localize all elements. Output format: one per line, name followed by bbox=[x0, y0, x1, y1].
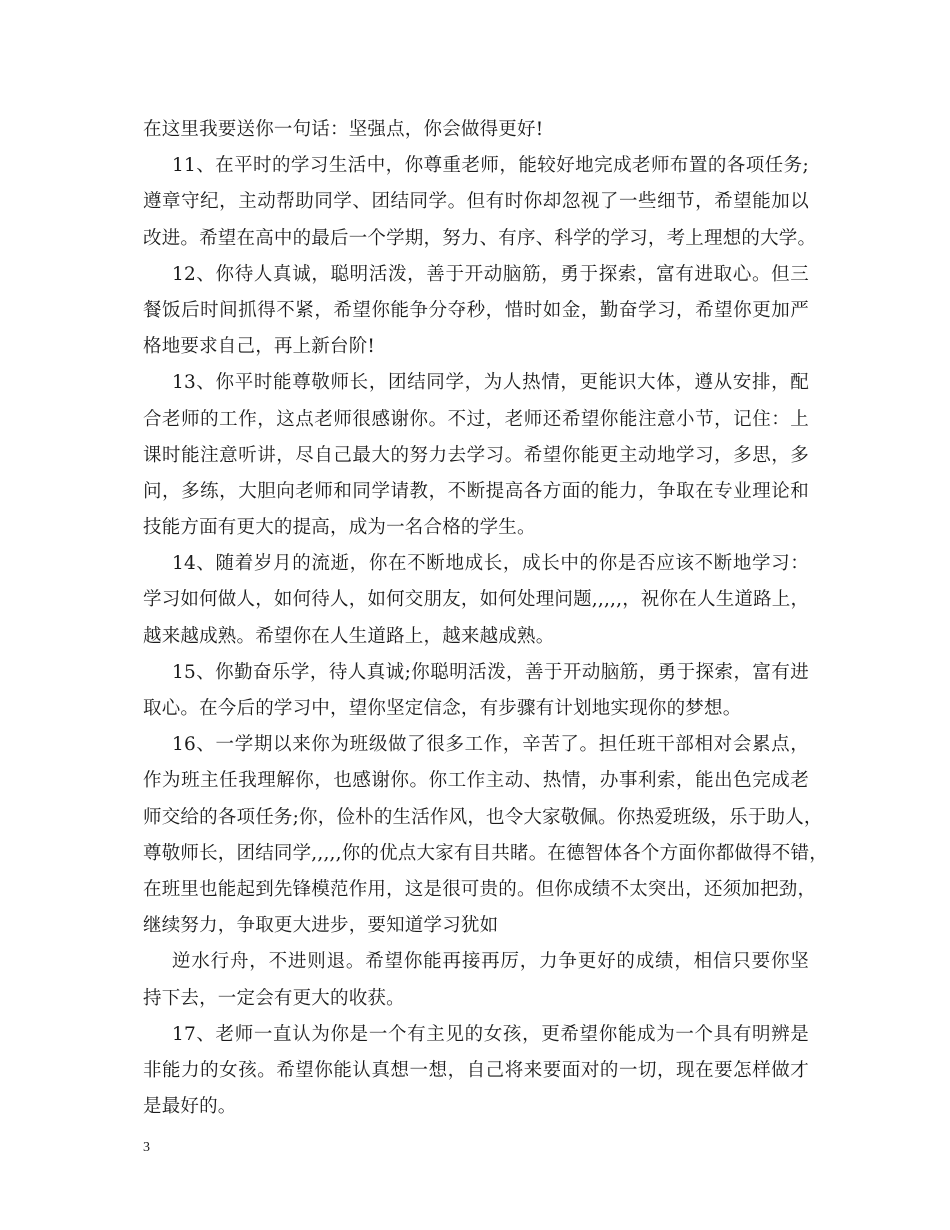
text-line: 学习如何做人，如何待人，如何交朋友，如何处理问题,,,,,，祝你在人生道路上， bbox=[143, 589, 810, 611]
document-body bbox=[143, 112, 828, 1125]
text-line: 越来越成熟。希望你在人生道路上，越来越成熟。 bbox=[143, 625, 555, 647]
paragraph-14-start: 14、随着岁月的流逝，你在不断地成长，成长中的你是否应该不断地学习： bbox=[172, 553, 809, 575]
paragraph-15-start: 15、你勤奋乐学，待人真诚;你聪明活泼，善于开动脑筋，勇于探索，富有进 bbox=[172, 661, 809, 683]
text-line: 改进。希望在高中的最后一个学期，努力、有序、科学的学习，考上理想的大学。 bbox=[143, 227, 817, 249]
text-line: 遵章守纪，主动帮助同学、团结同学。但有时你却忽视了一些细节，希望能加以 bbox=[143, 191, 809, 213]
text-line: 格地要求自己，再上新台阶! bbox=[143, 336, 376, 358]
text-line: 合老师的工作，这点老师很感谢你。不过，老师还希望你能注意小节，记住：上 bbox=[143, 408, 809, 430]
text-line: 作为班主任我理解你，也感谢你。你工作主动、热情，办事利索，能出色完成老 bbox=[143, 770, 809, 792]
text-line: 师交给的各项任务;你，俭朴的生活作风，也令大家敬佩。你热爱班级，乐于助人， bbox=[143, 806, 823, 828]
text-line: 技能方面有更大的提高，成为一名合格的学生。 bbox=[143, 517, 536, 539]
paragraph-12-start: 12、你待人真诚，聪明活泼，善于开动脑筋，勇于探索，富有进取心。但三 bbox=[172, 263, 809, 285]
text-line: 尊敬师长，团结同学,,,,,你的优点大家有目共睹。在德智体各个方面你都做得不错， bbox=[143, 842, 828, 864]
text-line: 非能力的女孩。希望你能认真想一想，自己将来要面对的一切，现在要怎样做才 bbox=[143, 1059, 809, 1081]
text-line: 在班里也能起到先锋模范作用，这是很可贵的。但你成绩不太突出，还须加把劲， bbox=[143, 878, 817, 900]
text-line: 继续努力，争取更大进步，要知道学习犹如 bbox=[143, 915, 499, 937]
text-line: 取心。在今后的学习中，望你坚定信念，有步骤有计划地实现你的梦想。 bbox=[143, 698, 742, 719]
text-line: 课时能注意听讲，尽自己最大的努力去学习。希望你能更主动地学习，多思，多 bbox=[143, 444, 809, 466]
paragraph-16-start: 16、一学期以来你为班级做了很多工作，辛苦了。担任班干部相对会累点， bbox=[172, 734, 809, 756]
paragraph-11-start: 11、在平时的学习生活中，你尊重老师，能较好地完成老师布置的各项任务; bbox=[172, 155, 809, 177]
paragraph-17-start: 17、老师一直认为你是一个有主见的女孩，更希望你能成为一个具有明辨是 bbox=[172, 1023, 809, 1045]
paragraph-13-start: 13、你平时能尊敬师长，团结同学，为人热情，更能识大体，遵从安排，配 bbox=[172, 372, 809, 394]
text-line: 餐饭后时间抓得不紧，希望你能争分夺秒，惜时如金，勤奋学习，希望你更加严 bbox=[143, 299, 809, 321]
text-line: 是最好的。 bbox=[143, 1096, 237, 1118]
text-line: 在这里我要送你一句话：坚强点，你会做得更好! bbox=[143, 119, 544, 140]
text-line: 问，多练，大胆向老师和同学请教，不断提高各方面的能力，争取在专业理论和 bbox=[143, 480, 809, 502]
text-line: 持下去，一定会有更大的收获。 bbox=[143, 987, 405, 1009]
paragraph-16-continuation: 逆水行舟，不进则退。希望你能再接再厉，力争更好的成绩，相信只要你坚 bbox=[172, 951, 809, 973]
page-number: 3 bbox=[143, 1140, 150, 1155]
